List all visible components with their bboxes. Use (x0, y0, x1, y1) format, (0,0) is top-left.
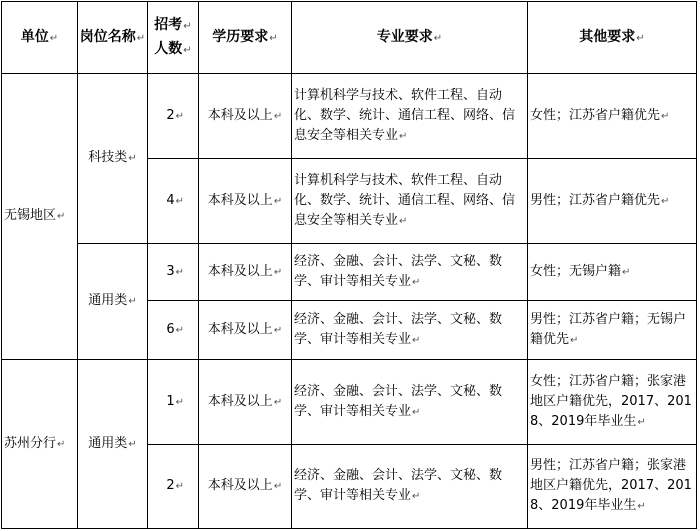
education-cell: 本科及以上↵ (199, 159, 292, 244)
other-cell: 男性；江苏省户籍；张家港地区户籍优先，2017、2018、2019年毕业生↵ (528, 445, 697, 529)
count-cell: 2↵ (148, 445, 199, 529)
table-row (2, 244, 697, 301)
header-count: 招考↵ 人数↵ (148, 2, 199, 74)
major-cell: 经济、金融、会计、法学、文秘、数学、审计等相关专业↵ (292, 445, 528, 529)
recruitment-table (1, 1, 697, 529)
major-cell: 计算机科学与技术、软件工程、自动化、数学、统计、通信工程、网络、信息安全等相关专业↵ (292, 159, 528, 244)
count-cell: 4↵ (148, 159, 199, 244)
header-education: 学历要求↵ (199, 2, 292, 74)
table-row (2, 74, 697, 159)
other-cell: 男性；江苏省户籍；无锡户籍优先↵ (528, 301, 697, 360)
position-cell: 通用类↵ (78, 360, 148, 529)
count-cell: 1↵ (148, 360, 199, 445)
header-major: 专业要求↵ (292, 2, 528, 74)
header-row (2, 2, 697, 74)
count-cell: 6↵ (148, 301, 199, 360)
header-other: 其他要求↵ (528, 2, 697, 74)
major-cell: 经济、金融、会计、法学、文秘、数学、审计等相关专业↵ (292, 360, 528, 445)
major-cell: 经济、金融、会计、法学、文秘、数学、审计等相关专业↵ (292, 301, 528, 360)
other-cell: 女性；无锡户籍↵ (528, 244, 697, 301)
position-cell: 科技类↵ (78, 74, 148, 244)
education-cell: 本科及以上↵ (199, 445, 292, 529)
major-cell: 经济、金融、会计、法学、文秘、数学、审计等相关专业↵ (292, 244, 528, 301)
education-cell: 本科及以上↵ (199, 301, 292, 360)
other-cell: 女性；江苏省户籍；张家港地区户籍优先，2017、2018、2019年毕业生↵ (528, 360, 697, 445)
table-row (2, 360, 697, 445)
education-cell: 本科及以上↵ (199, 244, 292, 301)
major-cell: 计算机科学与技术、软件工程、自动化、数学、统计、通信工程、网络、信息安全等相关专业↵ (292, 74, 528, 159)
header-unit: 单位↵ (2, 2, 78, 74)
other-cell: 男性；江苏省户籍优先↵ (528, 159, 697, 244)
position-cell: 通用类↵ (78, 244, 148, 360)
count-cell: 2↵ (148, 74, 199, 159)
education-cell: 本科及以上↵ (199, 74, 292, 159)
count-cell: 3↵ (148, 244, 199, 301)
other-cell: 女性；江苏省户籍优先↵ (528, 74, 697, 159)
unit-cell: 无锡地区↵ (2, 74, 78, 360)
unit-cell: 苏州分行↵ (2, 360, 78, 529)
education-cell: 本科及以上↵ (199, 360, 292, 445)
header-position: 岗位名称↵ (78, 2, 148, 74)
